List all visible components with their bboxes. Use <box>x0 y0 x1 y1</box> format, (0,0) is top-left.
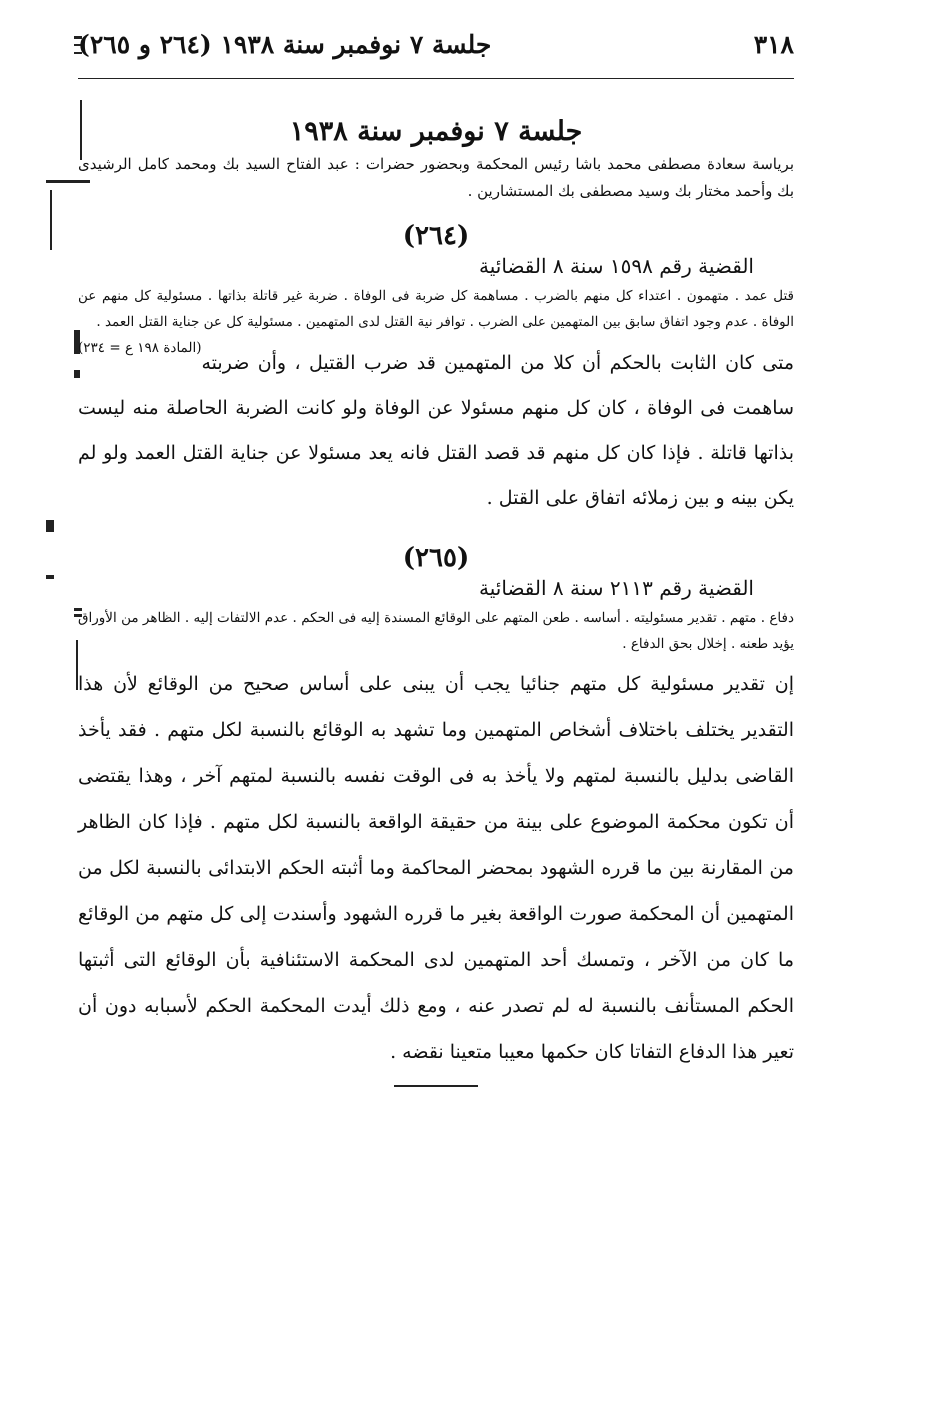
article-reference: (المادة ١٩٨ ع = ٢٣٤) <box>78 340 202 356</box>
header-rule <box>78 78 794 79</box>
page-content <box>78 30 794 1087</box>
case-summary <box>78 283 794 356</box>
case-265 <box>78 543 794 1075</box>
page-number: ٣١٨ <box>753 30 794 59</box>
closing-rule <box>394 1085 478 1087</box>
case-summary: دفاع . متهم . تقدير مسئوليته . أساسه . طعن المتهم على الوقائع المسندة إليه فى الحكم . عدم الالتفات إليه . الظاهر من الأوراق يؤيد طعنه . إخلال بحق الدفاع . <box>78 610 794 652</box>
case-264 <box>78 221 794 521</box>
case-number: (٢٦٥) <box>402 543 470 573</box>
case-reference: القضية رقم ٢١١٣ سنة ٨ القضائية <box>479 576 754 600</box>
presidency-line: برياسة سعادة مصطفى محمد باشا رئيس المحكمة وبحضور حضرات : عبد الفتاح السيد بك ومحمد كامل الرشيدى بك وأحمد مختار بك وسيد مصطفى بك المستشارين . <box>78 155 794 200</box>
case-ruling-text: إن تقدير مسئولية كل متهم جنائيا يجب أن يبنى على أساس صحيح من الوقائع لأن هذا التقدير يختلف باختلاف أشخاص المتهمين وما تشهد به الوقائع بالنسبة لكل متهم . فقد يأخذ القاضى بدليل بالنسبة لمتهم ولا يأخذ به فى الوقت نفسه بالنسبة لمتهم آخر ، وهذا يقتضى أن تكون محكمة الموضوع على بينة من حقيقة الواقعة بالنسبة لكل متهم . فإذا كان الظاهر من المقارنة بين ما قرره الشهود بمحضر المحاكمة وما أثبته الحكم الابتدائى بالنسبة لكل من المتهمين أن المحكمة صورت الواقعة بغير ما قرره الشهود وأسندت إلى كل متهم من الوقائع ما كان من الآخر ، وتمسك أحد المتهمين لدى المحكمة الاستئنافية بأن الوقائع التى أثبتها الحكم المستأنف بالنسبة له لم تصدر عنه ، ومع ذلك أيدت المحكمة الحكم لأسبابه دون أن تعير هذا الدفاع التفاتا كان حكمها معيبا متعينا نقضه . <box>78 673 794 1063</box>
summary-text: قتل عمد . متهمون . اعتداء كل منهم بالضرب . مساهمة كل ضربة فى الوفاة . ضربة غير قاتلة بذاتها . مسئولية كل منهم عن الوفاة . عدم وجود اتفاق سابق بين المتهمين على الضرب . توافر نية القتل لدى المتهمين . مسئولية كل عن جناية القتل العمد . <box>78 288 794 330</box>
case-number: (٢٦٤) <box>402 221 470 251</box>
running-header <box>78 30 794 78</box>
session-title: جلسة ٧ نوفمبر سنة ١٩٣٨ <box>289 116 583 147</box>
case-ruling-text: متى كان الثابت بالحكم أن كلا من المتهمين قد ضرب القتيل ، وأن ضربته ساهمت فى الوفاة ، كان كل منهم مسئولا عن الوفاة ولو كانت الضربة الحاصلة منه ليست بذاتها قاتلة . فإذا كان كل منهم قد قصد القتل فانه يعد مسئولا عن جناية القتل العمد ولو لم يكن بينه و بين زملائه اتفاق على القتل . <box>78 352 794 509</box>
running-title: جلسة ٧ نوفمبر سنة ١٩٣٨ (٢٦٤ و ٢٦٥) <box>78 30 492 59</box>
case-reference: القضية رقم ١٥٩٨ سنة ٨ القضائية <box>479 254 754 278</box>
